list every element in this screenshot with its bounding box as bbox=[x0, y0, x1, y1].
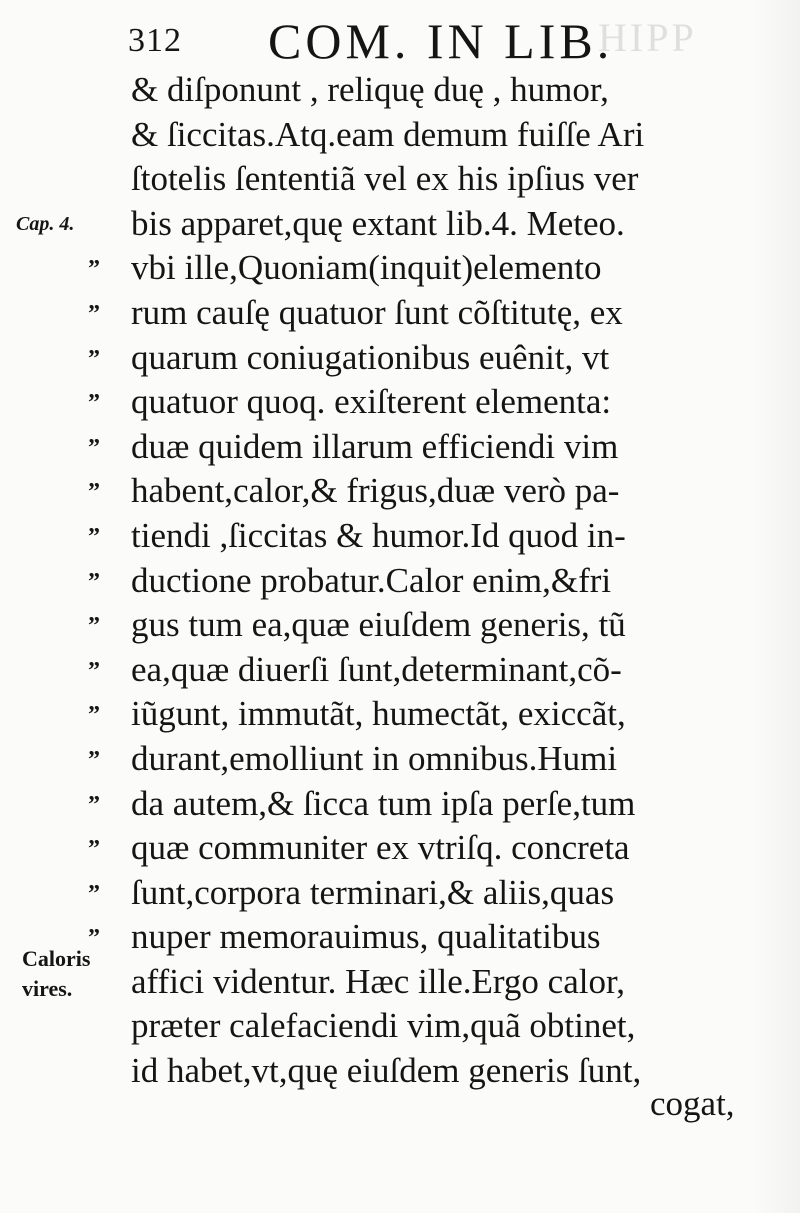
text-line bbox=[0, 514, 800, 559]
line-text: quarum coniugationibus euênit, vt bbox=[131, 337, 610, 377]
line-text: da autem,& ſicca tum ipſa perſe,tum bbox=[131, 783, 636, 823]
quotation-mark: ” bbox=[88, 836, 100, 863]
text-line bbox=[0, 246, 800, 291]
text-line bbox=[0, 826, 800, 871]
text-line bbox=[0, 559, 800, 604]
quotation-mark: ” bbox=[88, 300, 100, 327]
quotation-mark: ” bbox=[88, 256, 100, 283]
quotation-mark: ” bbox=[88, 390, 100, 417]
quotation-mark: ” bbox=[88, 345, 100, 372]
line-text: & ſiccitas.Atq.eam demum fuiſſe Ari bbox=[131, 114, 645, 154]
text-line bbox=[0, 157, 800, 202]
line-text: duæ quidem illarum efficiendi vim bbox=[131, 426, 619, 466]
line-text: habent,calor,& frigus,duæ verò pa- bbox=[131, 471, 620, 511]
running-head: COM. IN LIB. bbox=[268, 13, 614, 69]
line-text: ſunt,corpora terminari,& aliis,quas bbox=[131, 872, 615, 912]
marginal-note: Caloris vires. bbox=[22, 946, 91, 1001]
line-text: iũgunt, immutãt, humectãt, exiccãt, bbox=[131, 694, 626, 734]
quotation-mark: ” bbox=[88, 880, 100, 907]
quotation-mark: ” bbox=[88, 702, 100, 729]
text-line bbox=[0, 648, 800, 693]
line-text: rum cauſę quatuor ſunt cõſtitutę, ex bbox=[131, 292, 623, 332]
line-text: præter calefaciendi vim,quã obtinet, bbox=[131, 1006, 636, 1046]
text-line bbox=[0, 737, 800, 782]
quotation-mark: ” bbox=[88, 791, 100, 818]
quotation-mark: ” bbox=[88, 434, 100, 461]
line-text: durant,emolliunt in omnibus.Humi bbox=[131, 738, 618, 778]
page-header bbox=[128, 12, 768, 69]
text-line bbox=[0, 603, 800, 648]
page-number: 312 bbox=[128, 22, 182, 59]
line-text: quæ communiter ex vtriſq. concreta bbox=[131, 828, 630, 868]
line-text: affici videntur. Hæc ille.Ergo calor, bbox=[131, 961, 625, 1001]
line-text: & diſponunt , reliquę duę , humor, bbox=[131, 70, 609, 109]
text-line bbox=[0, 336, 800, 381]
line-text: nuper memorauimus, qualitatibus bbox=[131, 917, 601, 957]
line-text: id habet,vt,quę eiuſdem generis ſunt, bbox=[131, 1051, 642, 1091]
quotation-mark: ” bbox=[88, 568, 100, 595]
text-line bbox=[0, 380, 800, 425]
line-text: vbi ille,Quoniam(inquit)elemento bbox=[131, 248, 602, 288]
text-line bbox=[0, 1004, 800, 1049]
show-through-text: HIPP bbox=[598, 15, 697, 60]
margin-reference: Cap. 4. bbox=[16, 212, 75, 235]
line-text: quatuor quoq. exiſterent elementa: bbox=[131, 382, 612, 422]
quotation-mark: ” bbox=[88, 523, 100, 550]
text-line bbox=[0, 68, 800, 113]
line-text: gus tum ea,quæ eiuſdem generis, tũ bbox=[131, 605, 626, 645]
text-line bbox=[0, 871, 800, 916]
catchword: cogat, bbox=[650, 1084, 735, 1123]
quotation-mark: ” bbox=[88, 925, 100, 952]
line-text: ductione probatur.Calor enim,&fri bbox=[131, 560, 612, 600]
line-text: bis apparet,quę extant lib.4. Meteo. bbox=[131, 203, 625, 243]
quotation-mark: ” bbox=[88, 479, 100, 506]
line-text: tiendi ,ſiccitas & humor.Id quod in- bbox=[131, 515, 626, 555]
quotation-mark: ” bbox=[88, 613, 100, 640]
text-line bbox=[0, 202, 800, 247]
text-line bbox=[0, 692, 800, 737]
line-text: ſtotelis ſententiã vel ex his ipſius ver bbox=[131, 159, 639, 199]
quotation-mark: ” bbox=[88, 746, 100, 773]
quotation-mark: ” bbox=[88, 657, 100, 684]
line-text: ea,quæ diuerſi ſunt,determinant,cõ- bbox=[131, 649, 622, 689]
text-line bbox=[0, 113, 800, 158]
text-line bbox=[0, 425, 800, 470]
text-line bbox=[0, 291, 800, 336]
text-block bbox=[0, 68, 800, 1094]
text-line bbox=[0, 782, 800, 827]
text-line bbox=[0, 469, 800, 514]
